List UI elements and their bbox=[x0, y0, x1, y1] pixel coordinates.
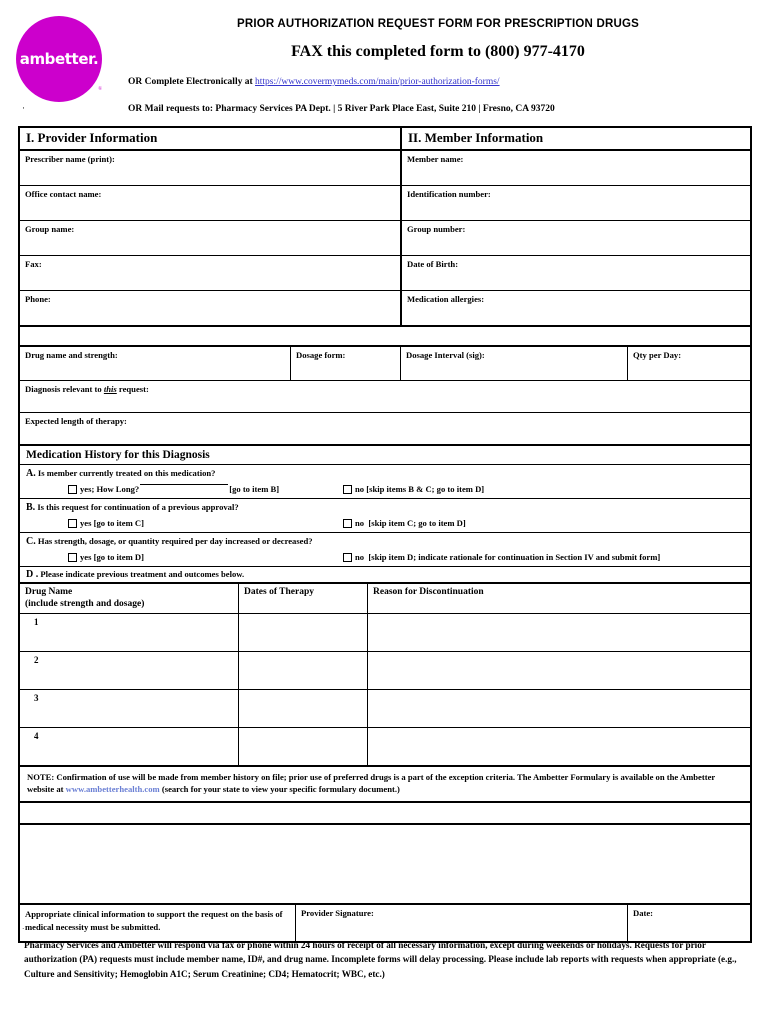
prior-authorization-form bbox=[18, 126, 752, 943]
page-title: PRIOR AUTHORIZATION REQUEST FORM FOR PRESCRIPTION DRUGS bbox=[236, 18, 639, 30]
question-b-no-option[interactable] bbox=[343, 518, 466, 528]
logo-wordmark: ambetter. bbox=[19, 50, 99, 68]
question-a-letter: A. bbox=[26, 468, 36, 479]
spacer-cell bbox=[20, 327, 750, 345]
checkbox-icon[interactable] bbox=[68, 519, 77, 528]
question-a-no-option[interactable] bbox=[343, 484, 484, 494]
fax-field[interactable]: Fax: bbox=[25, 259, 42, 269]
identification-number-field[interactable]: Identification number: bbox=[400, 186, 750, 220]
question-c-letter: C. bbox=[26, 536, 36, 547]
question-a bbox=[20, 465, 750, 498]
dates-of-therapy-input[interactable] bbox=[238, 728, 367, 765]
dosage-interval-field[interactable]: Dosage Interval (sig): bbox=[400, 347, 627, 380]
question-a-row bbox=[20, 464, 750, 498]
medication-history-heading: Medication History for this Diagnosis bbox=[26, 449, 210, 461]
question-b-yes-label: yes bbox=[80, 518, 92, 528]
dates-of-therapy-input[interactable] bbox=[238, 614, 367, 651]
dosage-form-field[interactable]: Dosage form: bbox=[290, 347, 400, 380]
signature-row bbox=[20, 903, 750, 941]
question-c-options bbox=[26, 552, 744, 562]
question-a-no-label: no bbox=[355, 484, 365, 494]
fax-instruction: FAX this completed form to (800) 977-4170 bbox=[291, 43, 585, 60]
provider-section-heading: I. Provider Information bbox=[26, 130, 158, 145]
question-c-yes-suffix: [go to item D] bbox=[93, 552, 144, 562]
drug-name-strength-field[interactable]: Drug name and strength: bbox=[25, 350, 118, 360]
question-b bbox=[20, 499, 750, 532]
diagnosis-suffix-label: request: bbox=[116, 384, 149, 394]
reason-discontinuation-input[interactable] bbox=[367, 690, 750, 727]
question-b-row bbox=[20, 498, 750, 532]
logo-circle bbox=[16, 16, 102, 102]
diagnosis-row bbox=[20, 380, 750, 412]
row-number: 1 bbox=[34, 617, 39, 627]
question-b-yes-option[interactable] bbox=[68, 518, 343, 528]
question-b-options bbox=[26, 518, 744, 528]
question-c bbox=[20, 533, 750, 566]
column-header-drug-name-line2: (include strength and dosage) bbox=[25, 598, 145, 609]
column-header-reason-discontinuation: Reason for Discontinuation bbox=[367, 584, 750, 613]
question-c-text-line bbox=[26, 536, 744, 547]
electronic-prefix-label: OR Complete Electronically at bbox=[128, 77, 255, 87]
therapy-length-row bbox=[20, 412, 750, 444]
dates-of-therapy-input[interactable] bbox=[238, 652, 367, 689]
diagnosis-prefix-label: Diagnosis relevant to bbox=[25, 384, 104, 394]
clinical-information-note: Appropriate clinical information to support the request on the basis of medical necessity must be submitted. bbox=[25, 908, 283, 932]
table-row bbox=[20, 651, 750, 689]
stray-mark-bottom: · bbox=[22, 925, 25, 933]
member-section-heading: II. Member Information bbox=[400, 128, 750, 149]
question-a-options bbox=[26, 484, 744, 494]
question-a-text: Is member currently treated on this medication? bbox=[35, 468, 216, 478]
row-number: 4 bbox=[34, 731, 39, 741]
ambetter-logo bbox=[16, 16, 104, 104]
row-number: 3 bbox=[34, 693, 39, 703]
reason-discontinuation-input[interactable] bbox=[367, 728, 750, 765]
note-text bbox=[20, 767, 750, 801]
date-of-birth-field[interactable]: Date of Birth: bbox=[400, 256, 750, 290]
question-c-yes-option[interactable] bbox=[68, 552, 343, 562]
document-header bbox=[0, 0, 770, 118]
checkbox-icon[interactable] bbox=[343, 485, 352, 494]
dates-of-therapy-input[interactable] bbox=[238, 690, 367, 727]
question-c-text: Has strength, dosage, or quantity required per day increased or decreased? bbox=[35, 536, 313, 546]
question-c-no-label: no bbox=[355, 552, 365, 562]
checkbox-icon[interactable] bbox=[343, 519, 352, 528]
info-row-1 bbox=[20, 149, 750, 185]
question-a-yes-suffix: [go to item B] bbox=[229, 484, 280, 494]
note-suffix: (search for your state to view your specific formulary document.) bbox=[159, 784, 400, 795]
checkbox-icon[interactable] bbox=[68, 485, 77, 494]
diagnosis-emphasis-label: this bbox=[103, 384, 117, 394]
info-row-3 bbox=[20, 220, 750, 255]
member-name-field[interactable]: Member name: bbox=[400, 151, 750, 185]
column-header-dates-of-therapy: Dates of Therapy bbox=[238, 584, 367, 613]
item-d bbox=[20, 567, 750, 582]
checkbox-icon[interactable] bbox=[343, 553, 352, 562]
electronic-submission-line bbox=[128, 77, 758, 87]
question-c-no-option[interactable] bbox=[343, 552, 660, 562]
covermymeds-link[interactable]: https://www.covermymeds.com/main/prior-authorization-forms/ bbox=[255, 77, 500, 87]
group-number-field[interactable]: Group number: bbox=[400, 221, 750, 255]
stray-mark-top: · bbox=[22, 103, 25, 113]
question-b-no-label: no bbox=[355, 518, 365, 528]
question-b-text: Is this request for continuation of a previous approval? bbox=[35, 502, 239, 512]
ambetterhealth-link[interactable]: www.ambetterhealth.com bbox=[65, 784, 160, 795]
empty-thin-band bbox=[20, 801, 750, 823]
question-c-row bbox=[20, 532, 750, 566]
question-a-no-suffix: [skip items B & C; go to item D] bbox=[366, 484, 485, 494]
how-long-input[interactable] bbox=[140, 484, 228, 485]
prescriber-name-field[interactable]: Prescriber name (print): bbox=[25, 154, 115, 164]
office-contact-name-field[interactable]: Office contact name: bbox=[25, 189, 102, 199]
medication-history-title-row bbox=[20, 444, 750, 464]
footer-disclaimer: Pharmacy Services and Ambetter will respond via fax or phone within 24 hours of receipt of all necessary information, except during weekends or holidays. Requests for prior authorization (PA) requests must include member name, ID#, and drug name. Incomplete forms will delay processing. Please include lab reports with requests when appropriate (e.g., Culture and Sensitivity; Hemoglobin A1C; Serum Creatinine; CD4; Hematocrit; WBC, etc.) bbox=[24, 940, 737, 979]
question-b-text-line bbox=[26, 502, 744, 513]
question-a-yes-label: yes; How Long? bbox=[80, 484, 140, 494]
checkbox-icon[interactable] bbox=[68, 553, 77, 562]
note-prefix: NOTE: Confirmation of use will be made from member history on file; prior use of preferred drugs is a part of the exception criteria. The Ambetter Formulary is available on the Ambetter website at bbox=[27, 772, 716, 795]
section-heading-row bbox=[20, 128, 750, 149]
row-number: 2 bbox=[34, 655, 39, 665]
drug-history-table-header bbox=[20, 582, 750, 613]
free-text-area bbox=[20, 823, 750, 903]
qty-per-day-field[interactable]: Qty per Day: bbox=[627, 347, 750, 380]
info-row-2 bbox=[20, 185, 750, 220]
question-a-text-line bbox=[26, 468, 744, 479]
note-row bbox=[20, 765, 750, 801]
header-text-block bbox=[118, 18, 758, 131]
signature-date-field[interactable]: Date: bbox=[627, 905, 750, 941]
table-row bbox=[20, 613, 750, 651]
question-a-yes-option[interactable] bbox=[68, 484, 343, 494]
question-b-yes-suffix: [go to item C] bbox=[93, 518, 144, 528]
table-row bbox=[20, 727, 750, 765]
reason-discontinuation-input[interactable] bbox=[367, 652, 750, 689]
expected-length-of-therapy-field[interactable]: Expected length of therapy: bbox=[25, 416, 127, 426]
drug-details-row bbox=[20, 345, 750, 380]
info-row-4 bbox=[20, 255, 750, 290]
item-d-row bbox=[20, 566, 750, 582]
column-header-drug-name bbox=[20, 584, 238, 613]
info-row-5 bbox=[20, 290, 750, 325]
question-c-yes-label: yes bbox=[80, 552, 92, 562]
medication-allergies-field[interactable]: Medication allergies: bbox=[400, 291, 750, 325]
group-name-field[interactable]: Group name: bbox=[25, 224, 75, 234]
item-d-text: Please indicate previous treatment and outcomes below. bbox=[38, 569, 245, 579]
trademark-icon: ® bbox=[98, 87, 102, 92]
provider-signature-field[interactable]: Provider Signature: bbox=[295, 905, 627, 941]
diagnosis-field[interactable] bbox=[20, 381, 750, 412]
mail-instruction-line: OR Mail requests to: Pharmacy Services PA Dept. | 5 River Park Place East, Suite 210 | Fresno, CA 93720 bbox=[128, 104, 555, 114]
column-header-drug-name-line1: Drug Name bbox=[25, 587, 73, 597]
question-b-letter: B. bbox=[26, 502, 36, 513]
spacer-band bbox=[20, 325, 750, 345]
free-text-input[interactable] bbox=[20, 825, 750, 903]
empty-thin-cell[interactable] bbox=[20, 803, 750, 823]
reason-discontinuation-input[interactable] bbox=[367, 614, 750, 651]
question-c-no-suffix: [skip item D; indicate rationale for continuation in Section IV and submit form] bbox=[368, 552, 661, 562]
question-b-no-suffix: [skip item C; go to item D] bbox=[368, 518, 466, 528]
item-d-letter: D . bbox=[26, 569, 39, 580]
phone-field[interactable]: Phone: bbox=[25, 294, 51, 304]
table-row bbox=[20, 689, 750, 727]
